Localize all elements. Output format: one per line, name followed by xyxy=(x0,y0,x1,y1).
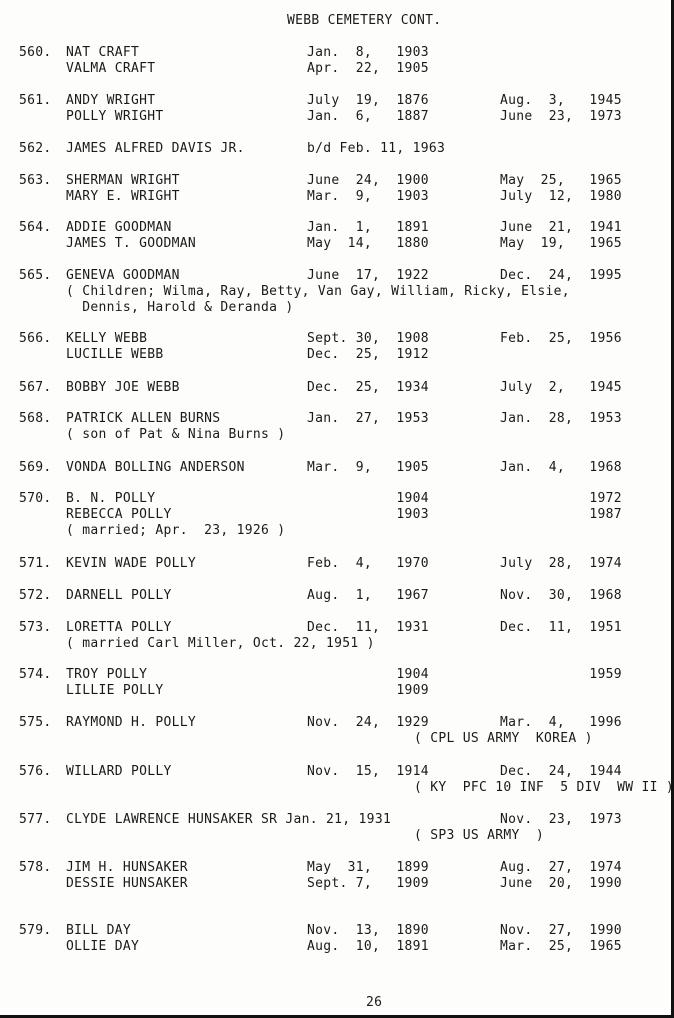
entry-note: ( married; Apr. 23, 1926 ) xyxy=(66,523,286,538)
birth-date: Aug. 10, 1891 xyxy=(307,939,429,954)
person-name: ADDIE GOODMAN xyxy=(66,220,172,235)
entry-note: ( son of Pat & Nina Burns ) xyxy=(66,427,286,442)
person-name: MARY E. WRIGHT xyxy=(66,189,180,204)
person-name: DESSIE HUNSAKER xyxy=(66,876,188,891)
person-name: VALMA CRAFT xyxy=(66,61,156,76)
birth-date: Sept. 30, 1908 xyxy=(307,331,429,346)
person-name: REBECCA POLLY xyxy=(66,507,172,522)
person-name: B. N. POLLY xyxy=(66,491,156,506)
birth-date: 1909 xyxy=(307,683,429,698)
death-date: Jan. 28, 1953 xyxy=(500,411,622,426)
person-name: RAYMOND H. POLLY xyxy=(66,715,197,730)
entry-number: 564. xyxy=(19,220,52,235)
birth-date: Apr. 22, 1905 xyxy=(307,61,429,76)
person-name: BILL DAY xyxy=(66,923,132,938)
entry-number: 568. xyxy=(19,411,52,426)
death-date: May 19, 1965 xyxy=(500,236,622,251)
entry-note: ( Children; Wilma, Ray, Betty, Van Gay, William, Ricky, Elsie, xyxy=(66,284,570,299)
death-date: Feb. 25, 1956 xyxy=(500,331,622,346)
birth-date: July 19, 1876 xyxy=(307,93,429,108)
death-date: Jan. 4, 1968 xyxy=(500,460,622,475)
birth-date: Nov. 15, 1914 xyxy=(307,764,429,779)
person-name: SHERMAN WRIGHT xyxy=(66,173,180,188)
page-title: WEBB CEMETERY CONT. xyxy=(287,13,442,28)
birth-date: 1904 xyxy=(307,667,429,682)
death-date: July 2, 1945 xyxy=(500,380,622,395)
person-name: GENEVA GOODMAN xyxy=(66,268,180,283)
entry-number: 574. xyxy=(19,667,52,682)
person-name: BOBBY JOE WEBB xyxy=(66,380,180,395)
entry-note: ( married Carl Miller, Oct. 22, 1951 ) xyxy=(66,636,375,651)
person-name: CLYDE LAWRENCE HUNSAKER SR Jan. 21, 1931 xyxy=(66,812,392,827)
birth-date: b/d Feb. 11, 1963 xyxy=(307,141,446,156)
entry-number: 567. xyxy=(19,380,52,395)
birth-date: Dec. 25, 1912 xyxy=(307,347,429,362)
death-date: 1959 xyxy=(500,667,622,682)
person-name: OLLIE DAY xyxy=(66,939,140,954)
birth-date: May 14, 1880 xyxy=(307,236,429,251)
person-name: NAT CRAFT xyxy=(66,45,140,60)
birth-date: June 17, 1922 xyxy=(307,268,429,283)
entry-number: 573. xyxy=(19,620,52,635)
entry-number: 566. xyxy=(19,331,52,346)
birth-date: May 31, 1899 xyxy=(307,860,429,875)
death-date: Mar. 25, 1965 xyxy=(500,939,622,954)
birth-date: Jan. 27, 1953 xyxy=(307,411,429,426)
person-name: KEVIN WADE POLLY xyxy=(66,556,197,571)
entry-number: 571. xyxy=(19,556,52,571)
birth-date: Dec. 11, 1931 xyxy=(307,620,429,635)
person-name: DARNELL POLLY xyxy=(66,588,172,603)
entry-number: 563. xyxy=(19,173,52,188)
entry-number: 579. xyxy=(19,923,52,938)
person-name: JAMES ALFRED DAVIS JR. xyxy=(66,141,245,156)
entry-number: 569. xyxy=(19,460,52,475)
death-date: Nov. 23, 1973 xyxy=(500,812,622,827)
person-name: KELLY WEBB xyxy=(66,331,148,346)
entry-number: 560. xyxy=(19,45,52,60)
entry-number: 577. xyxy=(19,812,52,827)
birth-date: Mar. 9, 1905 xyxy=(307,460,429,475)
person-name: WILLARD POLLY xyxy=(66,764,172,779)
birth-date: Jan. 1, 1891 xyxy=(307,220,429,235)
person-name: POLLY WRIGHT xyxy=(66,109,164,124)
military-service-note: ( CPL US ARMY KOREA ) xyxy=(414,731,593,746)
birth-date: 1903 xyxy=(307,507,429,522)
death-date: 1987 xyxy=(500,507,622,522)
person-name: JIM H. HUNSAKER xyxy=(66,860,188,875)
death-date: May 25, 1965 xyxy=(500,173,622,188)
entry-number: 578. xyxy=(19,860,52,875)
death-date: June 20, 1990 xyxy=(500,876,622,891)
military-service-note: ( SP3 US ARMY ) xyxy=(414,828,545,843)
birth-date: Feb. 4, 1970 xyxy=(307,556,429,571)
death-date: June 23, 1973 xyxy=(500,109,622,124)
death-date: Dec. 11, 1951 xyxy=(500,620,622,635)
entry-number: 561. xyxy=(19,93,52,108)
entry-number: 570. xyxy=(19,491,52,506)
birth-date: Jan. 6, 1887 xyxy=(307,109,429,124)
birth-date: Jan. 8, 1903 xyxy=(307,45,429,60)
person-name: LILLIE POLLY xyxy=(66,683,164,698)
death-date: Nov. 30, 1968 xyxy=(500,588,622,603)
death-date: Dec. 24, 1944 xyxy=(500,764,622,779)
person-name: PATRICK ALLEN BURNS xyxy=(66,411,221,426)
birth-date: Nov. 13, 1890 xyxy=(307,923,429,938)
death-date: Aug. 3, 1945 xyxy=(500,93,622,108)
entry-number: 562. xyxy=(19,141,52,156)
death-date: June 21, 1941 xyxy=(500,220,622,235)
death-date: Mar. 4, 1996 xyxy=(500,715,622,730)
person-name: TROY POLLY xyxy=(66,667,148,682)
entry-number: 565. xyxy=(19,268,52,283)
death-date: July 12, 1980 xyxy=(500,189,622,204)
person-name: LORETTA POLLY xyxy=(66,620,172,635)
page-number: 26 xyxy=(366,995,383,1010)
person-name: VONDA BOLLING ANDERSON xyxy=(66,460,245,475)
entry-number: 575. xyxy=(19,715,52,730)
death-date: Nov. 27, 1990 xyxy=(500,923,622,938)
person-name: LUCILLE WEBB xyxy=(66,347,164,362)
death-date: Dec. 24, 1995 xyxy=(500,268,622,283)
military-service-note: ( KY PFC 10 INF 5 DIV WW II ) xyxy=(414,780,674,795)
birth-date: 1904 xyxy=(307,491,429,506)
birth-date: Dec. 25, 1934 xyxy=(307,380,429,395)
death-date: July 28, 1974 xyxy=(500,556,622,571)
birth-date: Mar. 9, 1903 xyxy=(307,189,429,204)
entry-note: Dennis, Harold & Deranda ) xyxy=(66,300,294,315)
entry-number: 576. xyxy=(19,764,52,779)
birth-date: Aug. 1, 1967 xyxy=(307,588,429,603)
birth-date: Sept. 7, 1909 xyxy=(307,876,429,891)
death-date: 1972 xyxy=(500,491,622,506)
entry-number: 572. xyxy=(19,588,52,603)
birth-date: June 24, 1900 xyxy=(307,173,429,188)
person-name: ANDY WRIGHT xyxy=(66,93,156,108)
death-date: Aug. 27, 1974 xyxy=(500,860,622,875)
person-name: JAMES T. GOODMAN xyxy=(66,236,197,251)
birth-date: Nov. 24, 1929 xyxy=(307,715,429,730)
